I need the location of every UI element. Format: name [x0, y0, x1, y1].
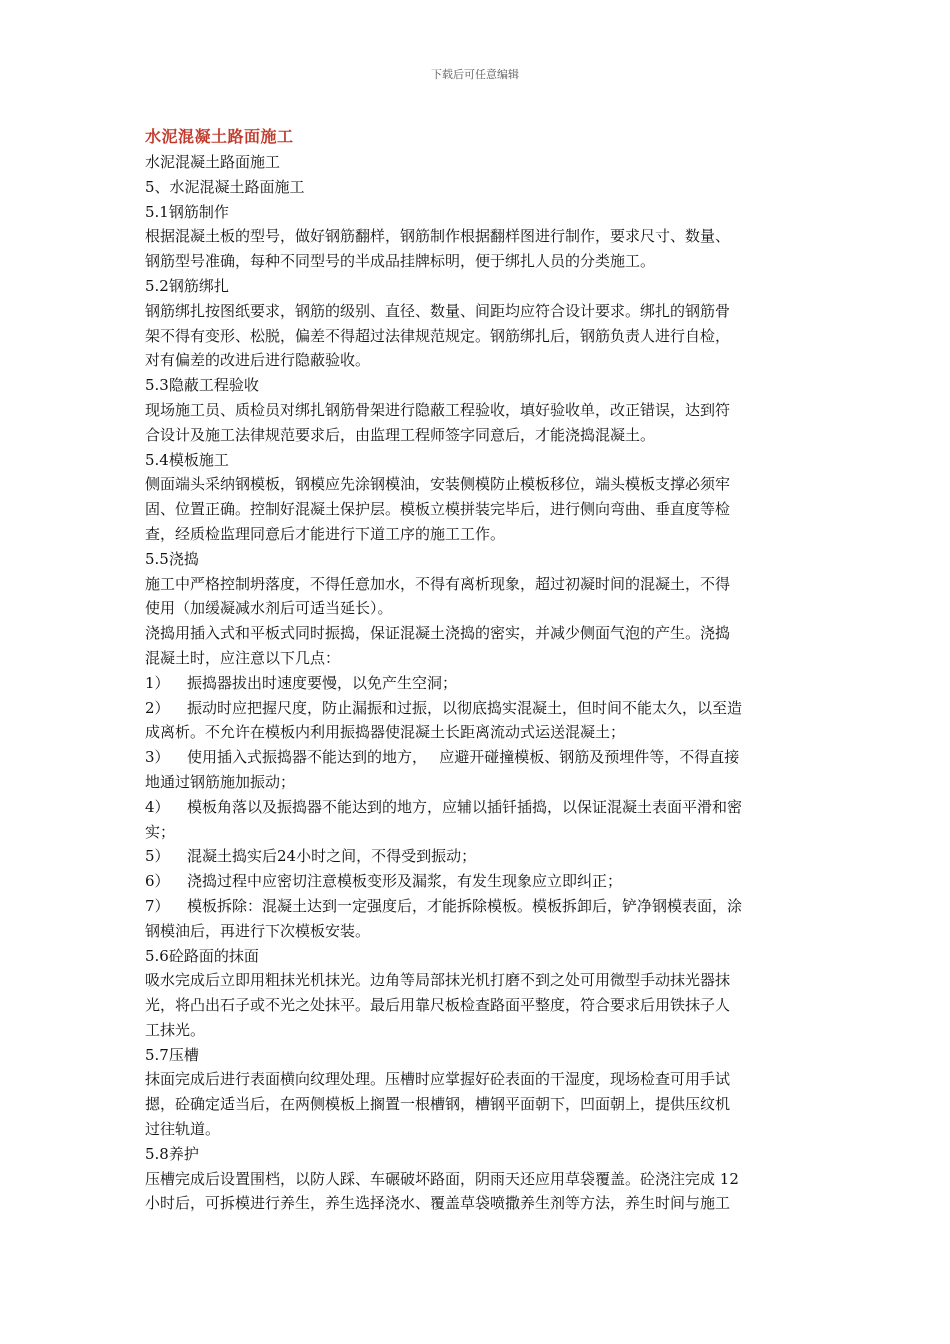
text-line: 查，经质检监理同意后才能进行下道工序的施工工作。 — [145, 524, 506, 543]
text-line: 光，将凸出石子或不光之处抹平。最后用靠尺板检查路面平整度，符合要求后用铁抹子人 — [145, 996, 731, 1015]
list-item-number: 2） — [145, 698, 170, 717]
text-line: 5.6砼路面的抹面 — [145, 946, 259, 965]
text-line: 固、位置正确。控制好混凝土保护层。模板立模拼装完毕后，进行侧向弯曲、垂直度等检 — [145, 500, 731, 519]
list-item-text: 混凝土捣实后24小时之间，不得受到振动； — [187, 847, 477, 866]
list-item-line — [145, 720, 810, 745]
list-item-line — [145, 671, 810, 696]
text-line: 合设计及施工法律规范要求后，由监理工程师签字同意后，才能浇捣混凝土。 — [145, 425, 656, 444]
text-line: 使用（加缓凝减水剂后可适当延长）。 — [145, 599, 393, 618]
text-line: 5.8养护 — [145, 1144, 199, 1163]
text-line: 5.3隐蔽工程验收 — [145, 376, 259, 395]
text-line: 5、水泥混凝土路面施工 — [145, 177, 305, 196]
text-line: 浇捣用插入式和平板式同时振捣，保证混凝土浇捣的密实，并减少侧面气泡的产生。浇捣 — [145, 624, 731, 643]
list-item-line — [145, 770, 810, 795]
text-line: 小时后，可拆模进行养生，养生选择浇水、覆盖草袋喷撒养生剂等方法，养生时间与施工 — [145, 1194, 731, 1213]
list-item-number: 7） — [145, 896, 170, 915]
list-item-text: 模板拆除：混凝土达到一定强度后，才能拆除模板。模板拆卸后，铲净钢模表面，涂 — [187, 896, 743, 915]
list-item-text: 浇捣过程中应密切注意模板变形及漏浆，有发生现象应立即纠正； — [187, 872, 623, 891]
list-item-line — [145, 696, 810, 721]
text-line: 水泥混凝土路面施工 — [145, 153, 281, 171]
numbered-list — [145, 671, 810, 944]
text-line: 过往轨道。 — [145, 1120, 221, 1139]
list-item-line — [145, 844, 810, 869]
list-item-text: 钢模油后，再进行下次模板安装。 — [145, 921, 371, 940]
list-item-text: 地通过钢筋施加振动； — [145, 772, 296, 791]
document-body — [145, 124, 810, 1216]
text-line: 5.7压槽 — [145, 1045, 199, 1064]
text-line: 5.4模板施工 — [145, 450, 229, 469]
list-item-text: 成离析。不允许在模板内利用振捣器使混凝土长距离流动式运送混凝土； — [145, 723, 626, 742]
list-item-number: 5） — [145, 847, 170, 866]
text-line: 混凝土时，应注意以下几点： — [145, 648, 341, 667]
list-item-number: 6） — [145, 872, 170, 891]
text-line: 现场施工员、质检员对绑扎钢筋骨架进行隐蔽工程验收，填好验收单，改正错误，达到符 — [145, 400, 731, 419]
document-title: 水泥混凝土路面施工 — [145, 127, 294, 146]
list-item-number: 3） — [145, 748, 170, 767]
list-item-line — [145, 869, 810, 894]
text-line: 5.2钢筋绑扎 — [145, 276, 229, 295]
list-item-text: 振捣器拔出时速度要慢，以免产生空洞； — [187, 673, 458, 692]
list-item-line — [145, 820, 810, 845]
body-paragraphs-continued — [145, 944, 810, 1217]
text-line: 5.5浇捣 — [145, 549, 199, 568]
text-line: 根据混凝土板的型号，做好钢筋翻样，钢筋制作根据翻样图进行制作，要求尺寸、数量、 — [145, 227, 731, 246]
text-line: 压槽完成后设置围档，以防人踩、车碾破坏路面，阴雨天还应用草袋覆盖。砼浇注完成 12 — [145, 1169, 739, 1188]
text-line: 对有偏差的改进后进行隐蔽验收。 — [145, 351, 371, 370]
list-item-text: 模板角落以及振捣器不能达到的地方，应辅以插钎插捣，以保证混凝土表面平滑和密 — [187, 797, 743, 816]
text-line: 工抹光。 — [145, 1020, 206, 1039]
body-paragraphs — [145, 150, 810, 671]
list-item-text: 实； — [145, 822, 176, 841]
text-line: 钢筋型号准确，每种不同型号的半成品挂牌标明，便于绑扎人员的分类施工。 — [145, 252, 656, 271]
text-line: 吸水完成后立即用粗抹光机抹光。边角等局部抹光机打磨不到之处可用微型手动抹光器抹 — [145, 971, 731, 990]
text-line: 摁，砼确定适当后，在两侧模板上搁置一根槽钢，槽钢平面朝下，凹面朝上，提供压纹机 — [145, 1095, 731, 1114]
list-item-line — [145, 745, 810, 770]
list-item-line — [145, 919, 810, 944]
text-line: 侧面端头采纳钢模板，钢模应先涂钢模油，安装侧模防止模板移位，端头模板支撑必须牢 — [145, 475, 731, 494]
list-item-text: 使用插入式振捣器不能达到的地方， 应避开碰撞模板、钢筋及预埋件等，不得直接 — [187, 748, 740, 767]
list-item-number: 1） — [145, 673, 170, 692]
text-line: 架不得有变形、松脱，偏差不得超过法律规范规定。钢筋绑扎后，钢筋负责人进行自检， — [145, 326, 731, 345]
text-line: 钢筋绑扎按图纸要求，钢筋的级别、直径、数量、间距均应符合设计要求。绑扎的钢筋骨 — [145, 301, 731, 320]
text-line: 5.1钢筋制作 — [145, 202, 229, 221]
page-header: 下载后可任意编辑 — [431, 68, 519, 81]
text-line: 施工中严格控制坍落度，不得任意加水，不得有离析现象，超过初凝时间的混凝土，不得 — [145, 574, 731, 593]
list-item-line — [145, 795, 810, 820]
list-item-line — [145, 894, 810, 919]
text-line: 抹面完成后进行表面横向纹理处理。压槽时应掌握好砼表面的干湿度，现场检查可用手试 — [145, 1070, 731, 1089]
list-item-text: 振动时应把握尺度，防止漏振和过振，以彻底捣实混凝土，但时间不能太久，以至造 — [187, 698, 743, 717]
list-item-number: 4） — [145, 797, 170, 816]
